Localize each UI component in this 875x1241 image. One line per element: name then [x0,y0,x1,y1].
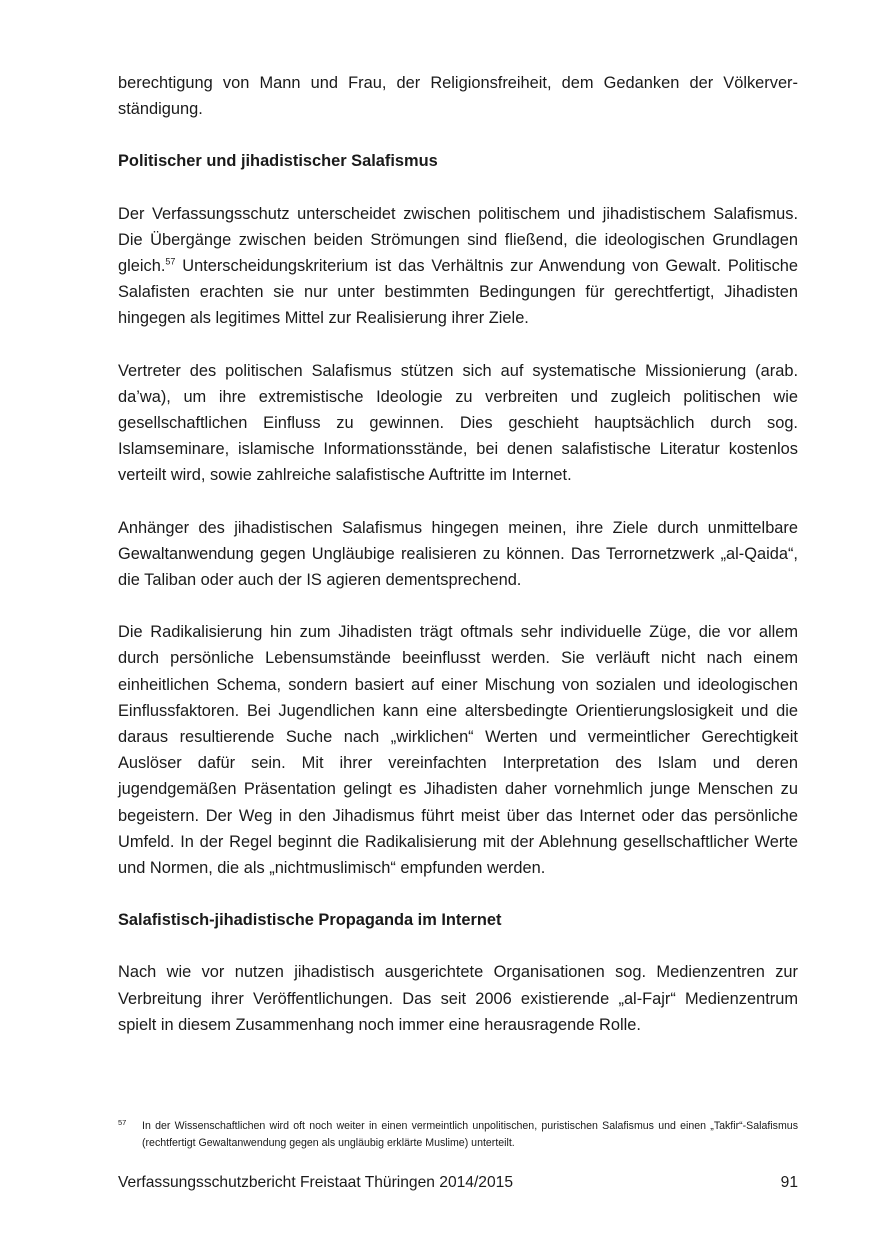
footnote-reference: 57 [165,256,176,267]
paragraph-politischer-salafismus: Vertreter des politischen Salafismus stützen sich auf systematische Missionierung (arab. da’wa), um ihre extremistische Ideologie zu verbreiten und zugleich politischen wie gesellschaftlichen Einfluss zu gewinnen. Dies geschieht hauptsächlich durch sog. Islamseminare, islamische Informationsstände, bei denen salafistische Literatur kostenlos verteilt wird, sowie zahlreiche salafistische Auftritte im Internet. [118,361,798,485]
paragraph-jihadistischer-salafismus: Anhänger des jihadistischen Salafismus hingegen meinen, ihre Ziele durch unmittelbare Gewaltanwendung gegen Ungläubige realisieren zu können. Das Terrornetzwerk „al-Qaida“, die Taliban oder auch der IS agieren dementsprechend. [118,518,798,590]
paragraph-text: Der Verfassungsschutz unterscheidet zwischen politischem und jihadistischem Salafismus. Die Übergänge zwischen beiden Strömungen sind fließend, die ideologischen Grundlagen gleich. [118,204,798,276]
main-text [118,70,798,1038]
page-number: 91 [780,1174,798,1191]
footnote [118,1118,798,1151]
heading-propaganda-internet: Salafistisch-jihadistische Propaganda im Internet [118,911,502,930]
paragraph-intro: berechtigung von Mann und Frau, der Religionsfreiheit, dem Gedanken der Völkerverständigung. [118,74,798,119]
paragraph-text: Unterscheidungskriterium ist das Verhältnis zur Anwendung von Gewalt. Politische Salafisten erachten sie nur unter bestimmten Bedingungen für gerechtfertigt, Jihadisten hingegen als legitimes Mittel zur Realisierung ihrer Ziele. [118,257,798,328]
page-footer [118,1170,798,1196]
heading-politischer-salafismus: Politischer und jihadistischer Salafismus [118,152,438,171]
footer-title: Verfassungsschutzbericht Freistaat Thüringen 2014/2015 [118,1174,513,1191]
paragraph-medienzentren: Nach wie vor nutzen jihadistisch ausgerichtete Organisationen sog. Medienzentren zur Verbreitung ihrer Veröffentlichungen. Das seit 2006 existierende „al-Fajr“ Medienzentrum spielt in diesem Zusammenhang noch immer eine herausragende Rolle. [118,963,798,1034]
paragraph-unterscheidung [118,201,798,332]
footnote-text: In der Wissenschaftlichen wird oft noch weiter in einen vermeintlich unpolitischen, puristischen Salafismus und einen „Takfir“-Salafismus (rechtfertigt Gewaltanwendung gegen als ungläubig erklärte Muslime) unterteilt. [142,1120,798,1149]
footnote-number: 57 [118,1118,127,1127]
paragraph-radikalisierung: Die Radikalisierung hin zum Jihadisten trägt oftmals sehr individuelle Züge, die vor allem durch persönliche Lebensumstände beeinflusst werden. Sie verläuft nicht nach einem einheitlichen Schema, sondern basiert auf einer Mischung von sozialen und ideologischen Einflussfaktoren. Bei Jugendlichen kann eine altersbedingte Orientierungslosigkeit und die daraus resultierende Suche nach „wirklichen“ Werten und vermeintlicher Gerechtigkeit Auslöser dafür sein. Mit ihrer vereinfachten Interpretation des Islam und deren jugendgemäßen Präsentation gelingt es Jihadisten daher vornehmlich junge Menschen zu begeistern. Der Weg in den Jihadismus führt meist über das Internet oder das persönliche Umfeld. In der Regel beginnt die Radikalisierung mit der Ablehnung gesellschaftlicher Werte und Normen, die als „nichtmuslimisch“ empfunden werden. [118,623,798,878]
